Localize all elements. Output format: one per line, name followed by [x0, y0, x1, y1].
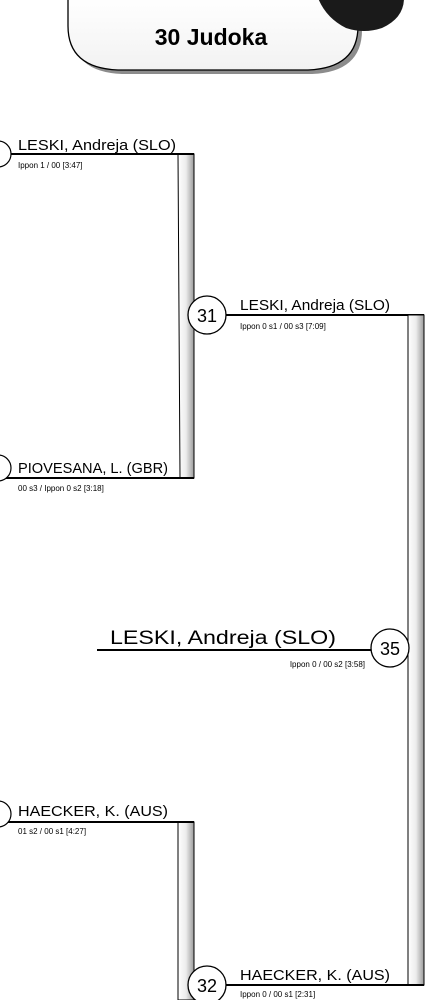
score-32-top: 01 s2 / 00 s1 [4:27] — [18, 827, 87, 836]
match-number-31: 31 — [196, 306, 218, 326]
score-31-top: Ippon 1 / 00 [3:47] — [18, 161, 83, 170]
athlete-name-31-top: LESKI, Andreja (SLO) — [18, 138, 176, 154]
page-title: 30 Judoka — [154, 24, 268, 50]
winner-name-35: LESKI, Andreja (SLO) — [110, 628, 336, 649]
connector-bar-35 — [408, 315, 424, 985]
match-32 — [0, 801, 194, 1000]
winner-name-32: HAECKER, K. (AUS) — [240, 968, 390, 984]
athlete-name-32-top: HAECKER, K. (AUS) — [18, 804, 168, 820]
winner-score-32: Ippon 0 / 00 s1 [2:31] — [240, 990, 316, 999]
seed-circle-32-top — [0, 801, 11, 827]
athlete-name-31-bottom: PIOVESANA, L. (GBR) — [18, 461, 168, 477]
winner-score-35: Ippon 0 / 00 s2 [3:58] — [289, 660, 365, 669]
match-31 — [0, 138, 194, 493]
match-number-35: 35 — [379, 639, 401, 659]
winner-score-31: Ippon 0 s1 / 00 s3 [7:09] — [240, 322, 326, 331]
seed-circle-31-top — [0, 141, 11, 167]
match-32-result — [188, 966, 424, 1000]
match-number-32: 32 — [196, 976, 218, 996]
match-31-result — [188, 296, 424, 334]
score-31-bottom: 00 s3 / Ippon 0 s2 [3:18] — [18, 484, 104, 493]
header-banner — [68, 0, 404, 74]
match-35-result — [97, 628, 409, 669]
winner-name-31: LESKI, Andreja (SLO) — [240, 298, 390, 314]
